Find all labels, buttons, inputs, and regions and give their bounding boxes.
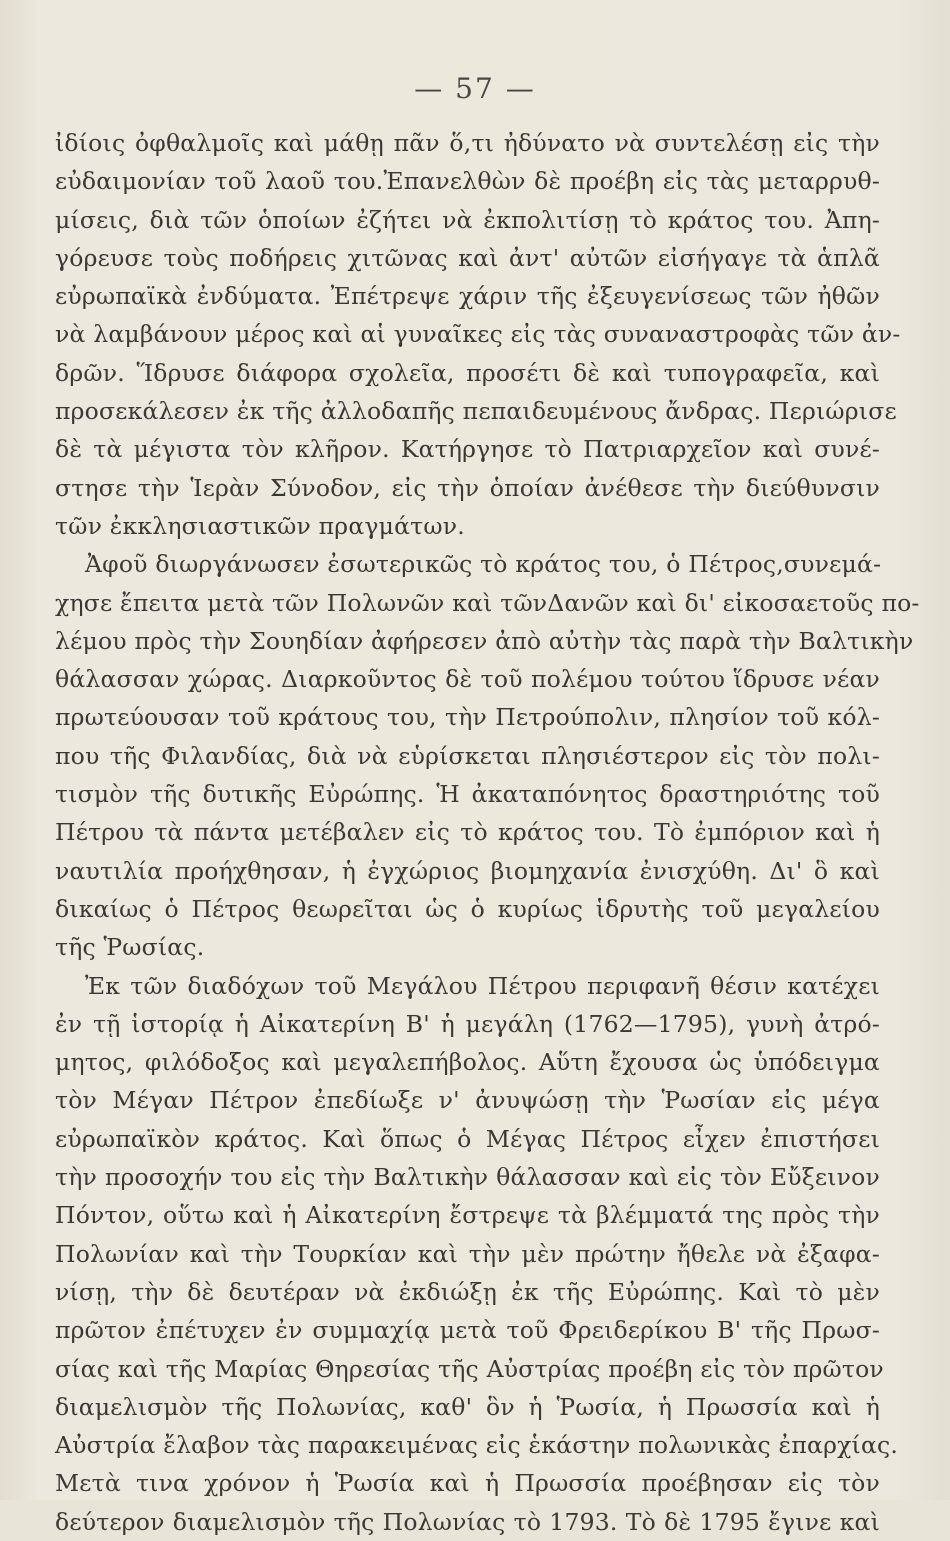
paragraph-start-line: Ἐκ τῶν διαδόχων τοῦ Μεγάλου Πέτρου περιφανῆ θέσιν κατέχει bbox=[85, 971, 880, 1000]
text-line: τῶν ἐκκλησιαστικῶν πραγμάτων. bbox=[55, 511, 465, 540]
page-number: — 57 — bbox=[414, 72, 536, 105]
paragraph-start-line: Ἀφοῦ διωργάνωσεν ἐσωτερικῶς τὸ κράτος του, ὁ Πέτρος,συνεμά- bbox=[85, 550, 882, 579]
text-line: μίσεις, διὰ τῶν ὁποίων ἐζήτει νὰ ἐκπολιτίσῃ τὸ κράτος του. Ἀπη- bbox=[55, 205, 880, 234]
text-line: Πέτρου τὰ πάντα μετέβαλεν εἰς τὸ κράτος του. Τὸ ἐμπόριον καὶ ἡ bbox=[55, 818, 880, 847]
text-line: που τῆς Φιλανδίας, διὰ νὰ εὑρίσκεται πλησιέστερον εἰς τὸν πολι- bbox=[55, 741, 880, 770]
text-line: θάλασσαν χώρας. Διαρκοῦντος δὲ τοῦ πολέμου τούτου ἵδρυσε νέαν bbox=[55, 665, 880, 694]
text-line: σίας καὶ τῆς Μαρίας Θηρεσίας τῆς Αὐστρίας προέβη εἰς τὸν πρῶτον bbox=[55, 1354, 884, 1383]
text-line: Αὐστρία ἔλαβον τὰς παρακειμένας εἰς ἑκάστην πολωνικὰς ἐπαρχίας. bbox=[55, 1431, 899, 1460]
text-line: στησε τὴν Ἱερὰν Σύνοδον, εἰς τὴν ὁποίαν ἀνέθεσε τὴν διεύθυνσιν bbox=[55, 473, 880, 502]
text-line: χησε ἔπειτα μετὰ τῶν Πολωνῶν καὶ τῶνΔανῶν καὶ δι' εἰκοσαετοῦς πο- bbox=[55, 588, 920, 617]
text-line: δεύτερον διαμελισμὸν τῆς Πολωνίας τὸ 1793. Τὸ δὲ 1795 ἔγινε καὶ bbox=[55, 1507, 880, 1536]
text-line: εὐδαιμονίαν τοῦ λαοῦ του.Ἐπανελθὼν δὲ προέβη εἰς τὰς μεταρρυθ- bbox=[55, 167, 880, 196]
text-line: δρῶν. Ἵδρυσε διάφορα σχολεῖα, προσέτι δὲ καὶ τυπογραφεῖα, καὶ bbox=[55, 358, 880, 387]
text-line: λέμου πρὸς τὴν Σουηδίαν ἀφήρεσεν ἀπὸ αὐτὴν τὰς παρὰ τὴν Βαλτικὴν bbox=[55, 626, 914, 655]
text-line: προσεκάλεσεν ἐκ τῆς ἀλλοδαπῆς πεπαιδευμένους ἄνδρας. Περιώρισε bbox=[55, 397, 897, 426]
text-line: τῆς Ῥωσίας. bbox=[55, 933, 205, 962]
text-line: εὐρωπαϊκὸν κράτος. Καὶ ὅπως ὁ Μέγας Πέτρος εἶχεν ἐπιστήσει bbox=[55, 1124, 880, 1153]
text-line: νὰ λαμβάνουν μέρος καὶ αἱ γυναῖκες εἰς τὰς συναναστροφὰς τῶν ἀν- bbox=[55, 320, 901, 349]
text-line: πρῶτον ἐπέτυχεν ἐν συμμαχίᾳ μετὰ τοῦ Φρειδερίκου Β' τῆς Πρωσ- bbox=[55, 1316, 880, 1345]
text-line: γόρευσε τοὺς ποδήρεις χιτῶνας καὶ ἀντ' αὐτῶν εἰσήγαγε τὰ ἁπλᾶ bbox=[55, 243, 880, 272]
text-line: τὸν Μέγαν Πέτρον ἐπεδίωξε ν' ἀνυψώσῃ τὴν Ῥωσίαν εἰς μέγα bbox=[55, 1086, 880, 1115]
text-line: δικαίως ὁ Πέτρος θεωρεῖται ὡς ὁ κυρίως ἱδρυτὴς τοῦ μεγαλείου bbox=[55, 894, 880, 923]
body-text bbox=[55, 124, 920, 1541]
text-line: ἐν τῇ ἱστορίᾳ ἡ Αἰκατερίνη Β' ἡ μεγάλη (1762—1795), γυνὴ ἀτρό- bbox=[55, 1009, 880, 1038]
text-line: Πόντον, οὕτω καὶ ἡ Αἰκατερίνη ἔστρεψε τὰ βλέμματά της πρὸς τὴν bbox=[55, 1201, 880, 1230]
text-line: τὴν προσοχήν του εἰς τὴν Βαλτικὴν θάλασσαν καὶ εἰς τὸν Εὔξεινον bbox=[55, 1163, 880, 1192]
text-line: πρωτεύουσαν τοῦ κράτους του, τὴν Πετρούπολιν, πλησίον τοῦ κόλ- bbox=[55, 703, 880, 732]
text-line: εὐρωπαϊκὰ ἐνδύματα. Ἐπέτρεψε χάριν τῆς ἐξευγενίσεως τῶν ἠθῶν bbox=[55, 282, 880, 311]
text-line: μητος, φιλόδοξος καὶ μεγαλεπήβολος. Αὕτη ἔχουσα ὡς ὑπόδειγμα bbox=[55, 1048, 880, 1077]
text-line: νίσῃ, τὴν δὲ δευτέραν νὰ ἐκδιώξῃ ἐκ τῆς Εὐρώπης. Καὶ τὸ μὲν bbox=[55, 1277, 880, 1306]
text-line: ἰδίοις ὀφθαλμοῖς καὶ μάθῃ πᾶν ὅ,τι ἠδύνατο νὰ συντελέσῃ εἰς τὴν bbox=[55, 129, 880, 157]
text-line: Μετὰ τινα χρόνον ἡ Ῥωσία καὶ ἡ Πρωσσία προέβησαν εἰς τὸν bbox=[55, 1469, 880, 1498]
text-line: ναυτιλία προήχθησαν, ἡ ἐγχώριος βιομηχανία ἐνισχύθη. Δι' ὃ καὶ bbox=[55, 856, 880, 885]
text-line: Πολωνίαν καὶ τὴν Τουρκίαν καὶ τὴν μὲν πρώτην ἤθελε νὰ ἐξαφα- bbox=[55, 1239, 880, 1268]
text-line: τισμὸν τῆς δυτικῆς Εὐρώπης. Ἡ ἀκαταπόνητος δραστηριότης τοῦ bbox=[55, 780, 880, 809]
text-line: διαμελισμὸν τῆς Πολωνίας, καθ' ὃν ἡ Ῥωσία, ἡ Πρωσσία καὶ ἡ bbox=[55, 1392, 880, 1421]
text-line: δὲ τὰ μέγιστα τὸν κλῆρον. Κατήργησε τὸ Πατριαρχεῖον καὶ συνέ- bbox=[55, 435, 880, 464]
